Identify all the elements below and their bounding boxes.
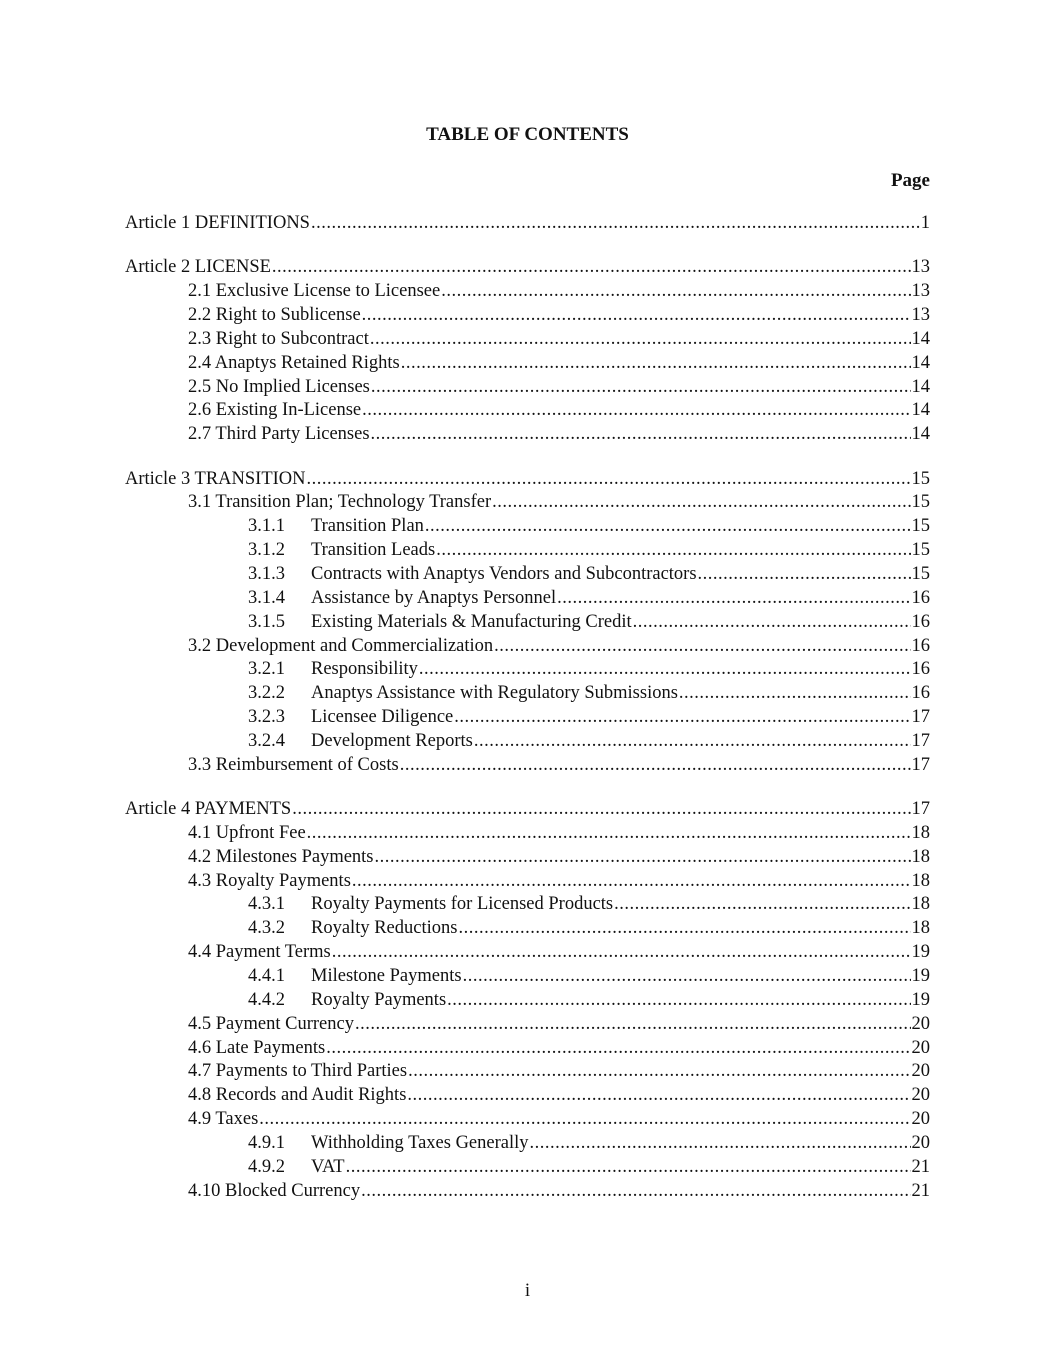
toc-entry[interactable] [125,515,930,539]
dot-leader [362,304,911,328]
toc-entry[interactable] [125,1108,930,1132]
toc-entry[interactable] [125,1132,930,1156]
toc-entry[interactable] [125,965,930,989]
dot-leader [371,423,911,447]
dot-leader [346,1156,911,1180]
toc-entry-label: Responsibility [311,659,418,680]
toc-entry-page: 13 [911,305,930,326]
toc-entry-number: 4.3.2 [248,918,285,939]
toc-entry-label: 2.6 Existing In-License [188,400,362,421]
footer-page-number: i [524,1280,531,1301]
toc-entry-page: 19 [911,942,930,963]
dot-leader [441,280,910,304]
toc-entry-label: Article 2 LICENSE [125,257,271,278]
dot-leader [355,1013,911,1037]
toc-entry-page: 18 [911,918,930,939]
toc-entry-label: 2.4 Anaptys Retained Rights [188,352,400,373]
toc-entry-label: 4.6 Late Payments [188,1037,326,1058]
dot-leader [458,917,910,941]
toc-entry-page: 17 [911,730,930,751]
toc-entry-label: Assistance by Anaptys Personnel [311,587,557,608]
dot-leader [307,468,911,492]
toc-entry-label: 4.3 Royalty Payments [188,870,351,891]
toc-entry-page: 15 [911,516,930,537]
toc-entry-label: 2.1 Exclusive License to Licensee [188,281,441,302]
toc-entry[interactable] [125,539,930,563]
toc-entry-page: 20 [911,1061,930,1082]
toc-entry-number: 3.2.2 [248,683,285,704]
toc-entry-label: 4.9 Taxes [188,1109,259,1130]
toc-entry-page: 21 [911,1180,930,1201]
toc-entry-label: Royalty Payments [311,989,447,1010]
toc-entry[interactable] [125,212,930,236]
toc-entry-label: VAT [311,1156,345,1177]
toc-entry-page: 19 [911,965,930,986]
toc-entry-label: 4.7 Payments to Third Parties [188,1061,408,1082]
dot-leader [307,822,911,846]
toc-entry-label: Licensee Diligence [311,707,454,728]
toc-entry[interactable] [125,328,930,352]
dot-leader [447,989,910,1013]
toc-entry[interactable] [125,893,930,917]
toc-entry-page: 14 [911,352,930,373]
toc-entry[interactable] [125,1084,930,1108]
toc-entry-label: 3.1 Transition Plan; Technology Transfer [188,492,492,513]
toc-entry-label: Transition Plan [311,516,424,537]
toc-entry-page: 16 [911,587,930,608]
toc-entry[interactable] [125,822,930,846]
toc-entry-label: Milestone Payments [311,965,462,986]
toc-entry-number: 4.9.1 [248,1132,285,1153]
toc-entry-label: Royalty Reductions [311,918,458,939]
toc-entry[interactable] [125,423,930,447]
toc-entry[interactable] [125,1180,930,1204]
toc-entry-label: 4.1 Upfront Fee [188,822,306,843]
dot-leader [679,682,911,706]
toc-entry-label: 4.4 Payment Terms [188,942,331,963]
toc-entry-number: 3.1.2 [248,540,285,561]
toc-entry[interactable] [125,587,930,611]
dot-leader [259,1108,910,1132]
toc-entry-page: 14 [911,328,930,349]
dot-leader [614,893,910,917]
dot-leader [375,846,911,870]
dot-leader [352,870,911,894]
toc-entry-page: 21 [911,1156,930,1177]
dot-leader [494,635,910,659]
toc-entry-label: 3.2 Development and Commercialization [188,635,494,656]
toc-entry-label: Royalty Payments for Licensed Products [311,894,614,915]
toc-entry-page: 20 [911,1085,930,1106]
dot-leader [530,1132,911,1156]
toc-entry-label: 4.10 Blocked Currency [188,1180,361,1201]
toc-entry-page: 16 [911,659,930,680]
toc-entry[interactable] [125,730,930,754]
toc-entry-number: 3.2.1 [248,659,285,680]
toc-entry[interactable] [125,352,930,376]
dot-leader [425,515,911,539]
toc-entry-page: 1 [920,213,930,233]
toc-entry[interactable] [125,256,930,280]
toc-entry-page: 15 [911,563,930,584]
toc-entry-label: Article 4 PAYMENTS [125,799,292,820]
toc-entry-number: 3.2.3 [248,707,285,728]
toc-entry-page: 15 [911,492,930,513]
dot-leader [370,328,911,352]
dot-leader [436,539,910,563]
toc-entry-page: 15 [911,540,930,561]
toc-entry-number: 3.2.4 [248,730,285,751]
toc-entry[interactable] [125,1156,930,1180]
toc-entry-number: 3.1.3 [248,563,285,584]
dot-leader [633,611,911,635]
toc-entry-page: 20 [911,1013,930,1034]
toc-entry-page: 13 [911,257,930,278]
toc-entry-page: 13 [911,281,930,302]
toc-entry-page: 15 [911,468,930,489]
dot-leader [361,1180,910,1204]
dot-leader [401,352,911,376]
dot-leader [463,965,911,989]
toc-entry[interactable] [125,563,930,587]
toc-entry[interactable] [125,468,930,492]
toc-entry-label: 2.5 No Implied Licenses [188,376,370,397]
toc-entry-label: Development Reports [311,730,473,751]
toc-entry[interactable] [125,658,930,682]
toc-entry-page: 20 [911,1109,930,1130]
toc-entry-number: 4.4.2 [248,989,285,1010]
dot-leader [492,491,910,515]
dot-leader [419,658,911,682]
toc-entry-page: 16 [911,683,930,704]
toc-entry-number: 4.4.1 [248,965,285,986]
dot-leader [292,798,910,822]
toc-entry-page: 14 [911,400,930,421]
toc-entry-page: 16 [911,611,930,632]
toc-entry-label: Article 1 DEFINITIONS [125,213,310,233]
toc-entry[interactable] [125,706,930,730]
toc-entry-page: 20 [911,1132,930,1153]
toc-entry-label: 2.7 Third Party Licenses [188,424,370,445]
toc-entry[interactable] [125,917,930,941]
toc-entry-label: 3.3 Reimbursement of Costs [188,754,399,775]
toc-entry-label: Anaptys Assistance with Regulatory Submissions [311,683,678,704]
toc-entry-label: Existing Materials & Manufacturing Credit [311,611,632,632]
toc-entry[interactable] [125,611,930,635]
toc-entry-page: 20 [911,1037,930,1058]
toc-entry-number: 4.9.2 [248,1156,285,1177]
toc-entry-page: 18 [911,870,930,891]
toc-entry-page: 17 [911,707,930,728]
toc-entry[interactable] [125,635,930,659]
dot-leader [400,754,911,778]
toc-entry-page: 18 [911,846,930,867]
toc-entry-number: 3.1.4 [248,587,285,608]
toc-entry-label: Transition Leads [311,540,436,561]
toc-entry[interactable] [125,376,930,400]
toc-entry-page: 17 [911,799,930,820]
page-title: TABLE OF CONTENTS [426,124,629,145]
toc-entry-page: 14 [911,424,930,445]
toc-entry-label: Contracts with Anaptys Vendors and Subcontractors [311,563,697,584]
toc-entry[interactable] [125,754,930,778]
toc-entry[interactable] [125,941,930,965]
toc-entry[interactable] [125,1060,930,1084]
dot-leader [362,399,910,423]
dot-leader [474,730,911,754]
toc-entry-label: 4.8 Records and Audit Rights [188,1085,407,1106]
toc-entry-label: 4.2 Milestones Payments [188,846,374,867]
dot-leader [408,1060,910,1084]
dot-leader [698,563,911,587]
toc-entry-number: 4.3.1 [248,894,285,915]
toc-entry-page: 14 [911,376,930,397]
toc-entry[interactable] [125,798,930,822]
dot-leader [371,376,911,400]
toc-entry[interactable] [125,1013,930,1037]
table-of-contents [125,212,930,1203]
dot-leader [272,256,911,280]
toc-entry-label: 4.5 Payment Currency [188,1013,354,1034]
toc-entry-page: 19 [911,989,930,1010]
toc-entry[interactable] [125,304,930,328]
toc-entry[interactable] [125,280,930,304]
toc-entry-page: 16 [911,635,930,656]
toc-entry-page: 17 [911,754,930,775]
toc-entry-page: 18 [911,822,930,843]
dot-leader [332,941,911,965]
dot-leader [311,212,920,236]
toc-entry[interactable] [125,989,930,1013]
toc-entry-page: 18 [911,894,930,915]
toc-entry-label: Article 3 TRANSITION [125,468,306,489]
dot-leader [557,587,910,611]
toc-entry[interactable] [125,491,930,515]
dot-leader [326,1037,910,1061]
page-column-label: Page [890,170,930,191]
toc-entry-label: Withholding Taxes Generally [311,1132,529,1153]
dot-leader [407,1084,910,1108]
toc-entry-label: 2.3 Right to Subcontract [188,328,369,349]
toc-entry[interactable] [125,399,930,423]
toc-entry-number: 3.1.5 [248,611,285,632]
toc-entry-number: 3.1.1 [248,516,285,537]
dot-leader [454,706,910,730]
toc-entry[interactable] [125,870,930,894]
toc-entry[interactable] [125,846,930,870]
toc-entry[interactable] [125,1037,930,1061]
toc-entry[interactable] [125,682,930,706]
toc-entry-label: 2.2 Right to Sublicense [188,305,361,326]
